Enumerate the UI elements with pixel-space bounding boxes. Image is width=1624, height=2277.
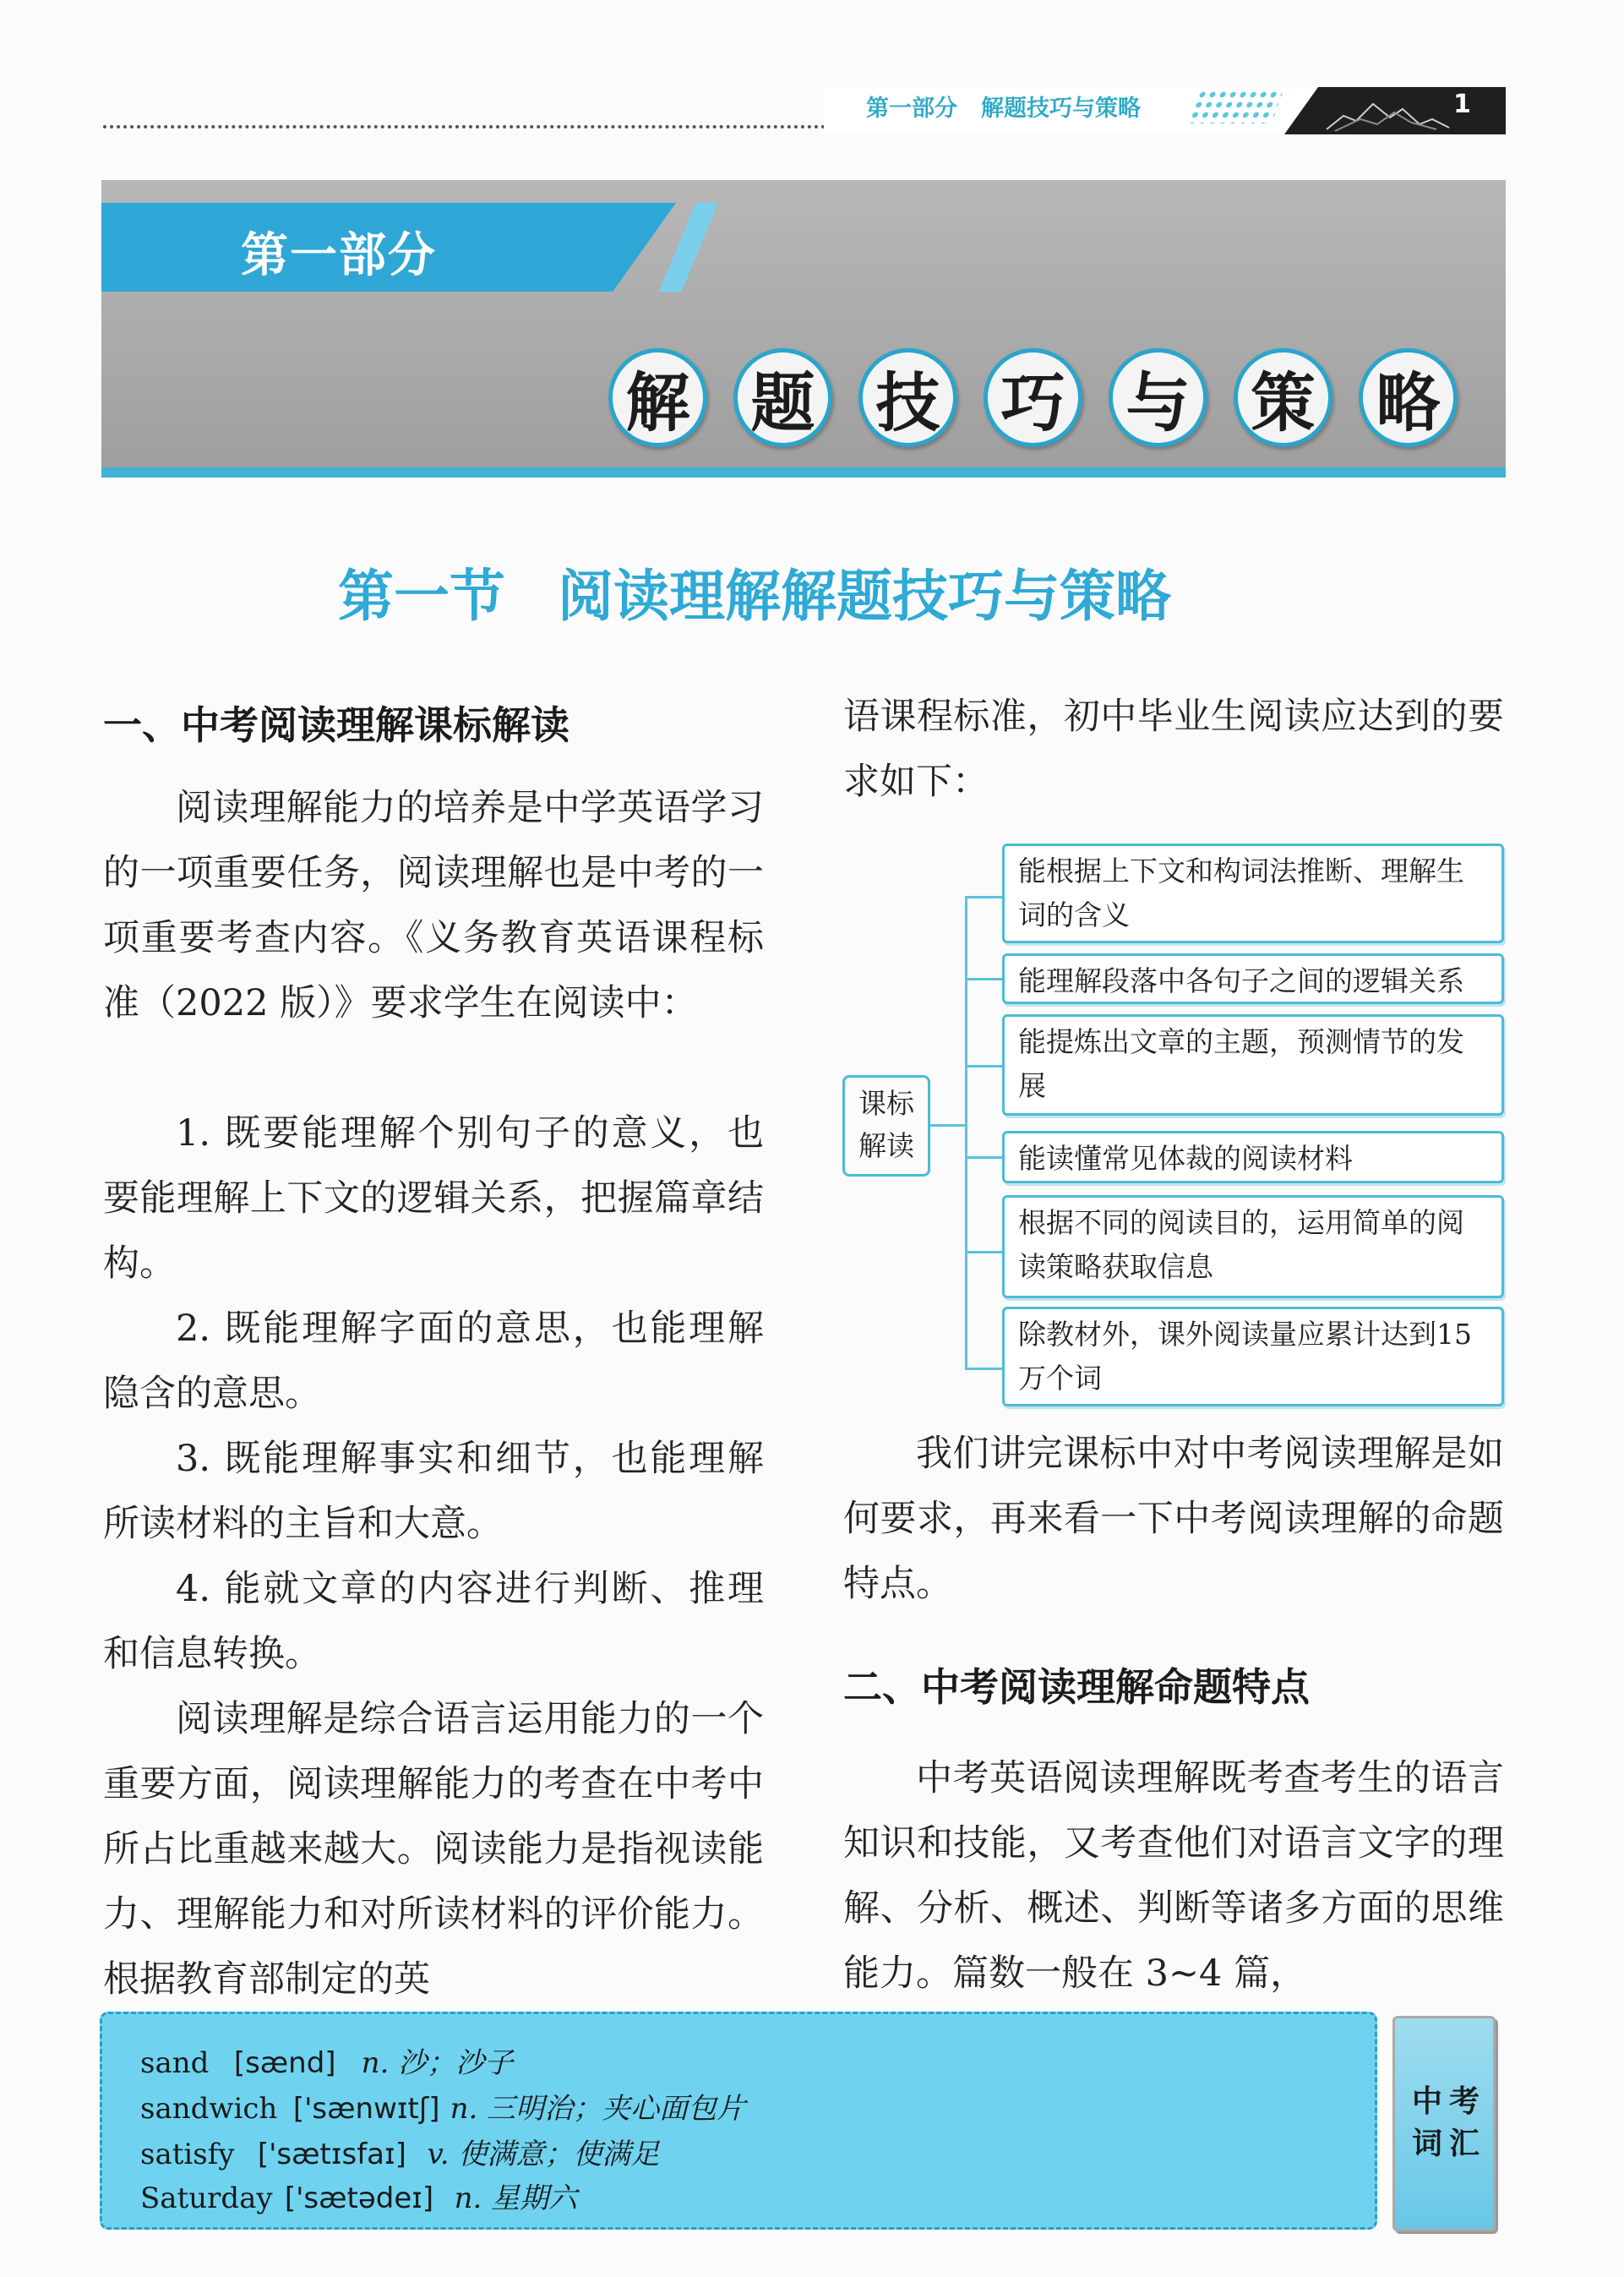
header-mountain-band [1284, 87, 1506, 134]
banner-title [608, 348, 1458, 447]
vocab-tag [1392, 2016, 1496, 2231]
mindmap-spine [965, 896, 967, 1369]
title-char: 题 [733, 348, 832, 447]
vocab-entry [140, 2175, 577, 2216]
list-item: 2. 既能理解字面的意思，也能理解隐含的意思。 [103, 1308, 764, 1415]
header-dot-pattern [1187, 90, 1284, 123]
mindmap-connector [965, 1156, 1002, 1159]
right-para: 中考英语阅读理解既考查考生的语言知识和技能，又考查他们对语言文字的理解、分析、概述、判断等诸多方面的思维能力。篇数一般在 3~4 篇， [843, 1757, 1504, 1995]
vocab-entry [140, 2131, 659, 2172]
header-part: 第一部分 [866, 96, 957, 122]
mindmap-branch: 能理解段落中各句子之间的逻辑关系 [1002, 953, 1504, 1004]
title-char: 解 [608, 348, 707, 447]
mindmap-connector [965, 896, 1002, 898]
title-char: 略 [1359, 348, 1458, 447]
list-item: 1. 既要能理解个别句子的意义，也要能理解上下文的逻辑关系，把握篇章结构。 [103, 1112, 764, 1285]
mindmap-connector [965, 1065, 1002, 1068]
vocab-definition: n. 沙；沙子 [361, 2046, 514, 2080]
mindmap-connector [965, 1251, 1002, 1253]
vocab-word: sandwich [140, 2092, 278, 2126]
mindmap-root-line1: 课标 [858, 1087, 914, 1120]
vocab-tag-char: 中 [1412, 2084, 1443, 2119]
title-char: 技 [858, 348, 957, 447]
vocab-tag-char: 词 [1412, 2127, 1443, 2161]
header-section: 解题技巧与策略 [981, 96, 1141, 122]
vocab-definition: n. 星期六 [454, 2181, 578, 2215]
title-char: 策 [1234, 348, 1332, 447]
header-dotted-rule [103, 125, 826, 128]
vocab-entry [140, 2085, 745, 2127]
vocab-phonetic: [sænd] [233, 2046, 336, 2080]
vocab-definition: n. 三明治；夹心面包片 [450, 2092, 746, 2126]
left-closing: 阅读理解是综合语言运用能力的一个重要方面，阅读理解能力的考查在中考中所占比重越来越大。阅读能力是指视读能力、理解能力和对所读材料的评价能力。根据教育部制定的英 [103, 1698, 764, 2001]
vocab-phonetic: ['sætədeɪ] [284, 2181, 434, 2215]
left-intro: 阅读理解能力的培养是中学英语学习的一项重要任务，阅读理解也是中考的一项重要考查内容。《义务教育英语课程标准（2022 版）》要求学生在阅读中： [103, 787, 764, 1024]
section-heading [338, 551, 1171, 631]
list-item: 3. 既能理解事实和细节，也能理解所读材料的主旨和大意。 [103, 1438, 764, 1545]
vocab-box [100, 2012, 1377, 2230]
title-char: 巧 [984, 348, 1082, 447]
mindmap-branch: 能提炼出文章的主题，预测情节的发展 [1002, 1014, 1504, 1116]
section-title: 阅读理解解题技巧与策略 [558, 564, 1171, 629]
mindmap-connector [965, 978, 1002, 980]
mindmap-root-line2: 解读 [858, 1129, 914, 1162]
right-continuation: 语课程标准，初中毕业生阅读应达到的要求如下： [843, 696, 1504, 803]
left-heading: 一、中考阅读理解课标解读 [103, 702, 569, 748]
mindmap-branch: 根据不同的阅读目的，运用简单的阅读策略获取信息 [1002, 1195, 1504, 1298]
running-header-text [866, 90, 1141, 123]
vocab-word: Saturday [140, 2181, 273, 2215]
vocab-entry [140, 2039, 513, 2081]
list-item: 4. 能就文章的内容进行判断、推理和信息转换。 [103, 1568, 764, 1675]
title-char: 与 [1109, 348, 1207, 447]
mindmap-connector [930, 1124, 966, 1127]
vocab-tag-char: 考 [1449, 2084, 1480, 2119]
mindmap-branch: 能读懂常见体裁的阅读材料 [1002, 1131, 1504, 1183]
mindmap-root [842, 1075, 930, 1177]
page-number: 1 [1453, 90, 1471, 119]
vocab-word: satisfy [140, 2138, 235, 2171]
mindmap-branch: 能根据上下文和构词法推断、理解生词的含义 [1002, 844, 1504, 943]
mindmap-branch: 除教材外，课外阅读量应累计达到15 万个词 [1002, 1307, 1504, 1406]
right-heading: 二、中考阅读理解命题特点 [843, 1664, 1310, 1710]
right-after-map: 我们讲完课标中对中考阅读理解是如何要求，再来看一下中考阅读理解的命题特点。 [843, 1433, 1504, 1605]
mountain-icon [1284, 87, 1506, 134]
vocab-word: sand [140, 2046, 210, 2080]
section-number: 第一节 [338, 564, 505, 629]
mindmap-connector [965, 1368, 1002, 1370]
vocab-tag-char: 汇 [1449, 2127, 1480, 2161]
vocab-phonetic: ['sætɪsfaɪ] [257, 2138, 406, 2171]
vocab-phonetic: ['sænwɪtʃ] [292, 2092, 440, 2126]
banner-underline [101, 467, 1506, 478]
vocab-definition: v. 使满意；使满足 [427, 2138, 660, 2171]
part-label: 第一部分 [241, 228, 437, 283]
